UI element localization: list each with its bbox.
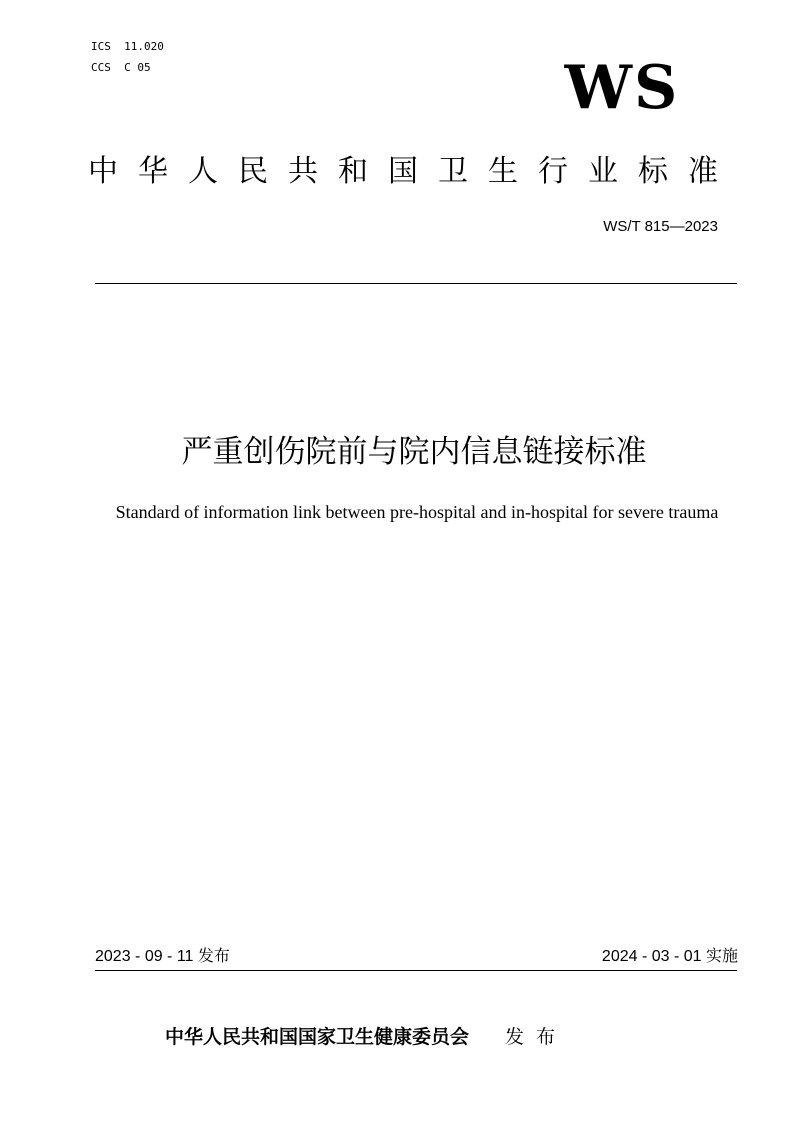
issuer-action: 发布 [505, 1026, 568, 1048]
standard-number: WS/T 815—2023 [603, 218, 718, 235]
standard-category-title: 中华人民共和国卫生行业标准 [88, 154, 738, 189]
ccs-code: CCS C 05 [91, 61, 151, 74]
document-title-chinese: 严重创伤院前与院内信息链接标准 [181, 434, 647, 470]
document-title-english: Standard of information link between pre-hospital and in-hospital for severe trauma [115, 502, 719, 522]
top-divider [95, 283, 737, 284]
ics-code: ICS 11.020 [91, 40, 164, 53]
issue-date: 2023 - 09 - 11 发布 [95, 948, 230, 965]
implementation-date: 2024 - 03 - 01 实施 [601, 948, 738, 965]
issuer-line [165, 1024, 567, 1050]
ws-logo: WS [564, 53, 680, 123]
issuer-name: 中华人民共和国国家卫生健康委员会 [165, 1026, 470, 1048]
bottom-divider [95, 970, 737, 971]
